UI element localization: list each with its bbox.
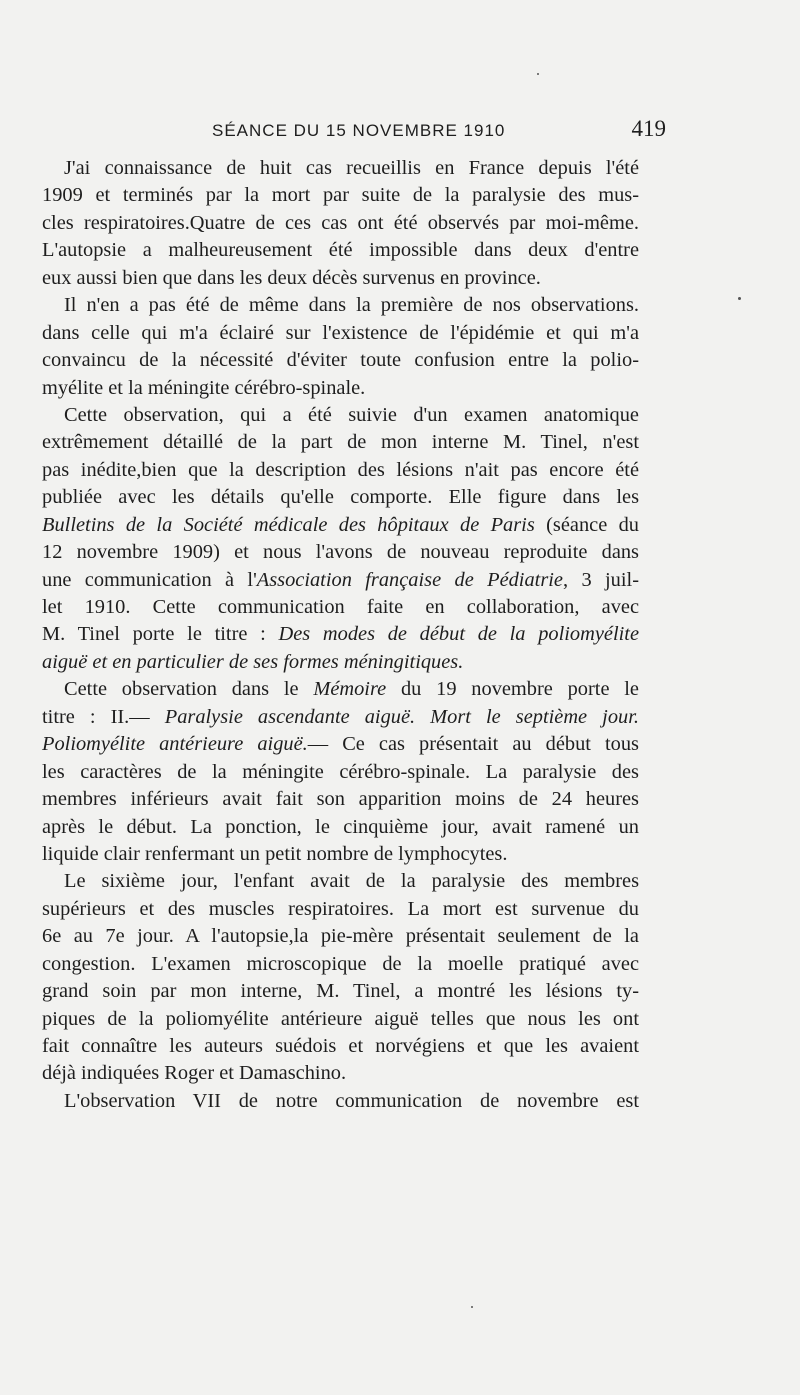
paper-speck [471, 1306, 473, 1308]
running-header [212, 116, 666, 151]
italic-title: Poliomyélite antérieure aiguë. [42, 733, 308, 756]
text-line [42, 649, 639, 676]
italic-title: aiguë et en particulier de ses formes méningitiques. [42, 650, 464, 673]
text-line: L'autopsie a malheureusement été impossible dans deux d'entre [42, 239, 639, 262]
text-line: membres inférieurs avait fait son apparition moins de 24 heures [42, 788, 639, 811]
text-line [42, 567, 639, 594]
text-line: 1909 et terminés par la mort par suite de la paralysie des mus- [42, 184, 639, 207]
italic-title: Paralysie ascendante aiguë. Mort le septième jour. [164, 705, 639, 728]
paper-speck [738, 297, 741, 300]
text-line: eux aussi bien que dans les deux décès survenus en province. [42, 266, 541, 289]
text-run: du 19 novembre porte le [386, 678, 639, 701]
text-line [42, 704, 639, 731]
text-run: (séance du [534, 513, 639, 536]
text-line: les caractères de la méningite cérébro-spinale. La paralysie des [42, 760, 639, 783]
page-number: 419 [631, 116, 666, 141]
text-run: Cette observation dans le [64, 678, 314, 701]
text-line: 6e au 7e jour. A l'autopsie,la pie-mère présentait seulement de la [42, 925, 639, 948]
text-line [42, 621, 639, 648]
text-line: convaincu de la nécessité d'éviter toute confusion entre la polio- [42, 349, 639, 372]
text-line: cles respiratoires.Quatre de ces cas ont été observés par moi-même. [42, 211, 639, 234]
body-text [42, 155, 639, 1115]
text-line: L'observation VII de notre communication de novembre est [64, 1089, 639, 1112]
text-line: myélite et la méningite cérébro-spinale. [42, 376, 366, 399]
text-run: — Ce cas présentait au début tous [307, 733, 639, 756]
text-line: pas inédite,bien que la description des lésions n'ait pas encore été [42, 458, 639, 481]
text-line: piques de la poliomyélite antérieure aiguë telles que nous les ont [42, 1007, 639, 1030]
text-run: M. Tinel porte le titre : [42, 623, 279, 646]
text-run: , 3 juil- [563, 568, 639, 591]
italic-title: Bulletins de la Société médicale des hôpitaux de Paris [42, 513, 535, 536]
text-line: grand soin par mon interne, M. Tinel, a montré les lésions ty- [42, 980, 639, 1003]
text-line: publiée avec les détails qu'elle comporte. Elle figure dans les [42, 486, 639, 509]
italic-title: Association française de Pédiatrie [256, 568, 563, 591]
text-line: dans celle qui m'a éclairé sur l'existence de l'épidémie et qui m'a [42, 321, 639, 344]
text-line: 12 novembre 1909) et nous l'avons de nouveau reproduite dans [42, 541, 639, 564]
text-run: titre : II.— [42, 705, 165, 728]
text-line: Cette observation, qui a été suivie d'un examen anatomique [64, 403, 639, 426]
running-title: SÉANCE DU 15 NOVEMBRE 1910 [212, 121, 506, 140]
text-line: liquide clair renfermant un petit nombre de lymphocytes. [42, 842, 508, 865]
text-line: congestion. L'examen microscopique de la moelle pratiqué avec [42, 952, 639, 975]
text-line: J'ai connaissance de huit cas recueillis en France depuis l'été [64, 157, 639, 179]
text-line: Le sixième jour, l'enfant avait de la paralysie des membres [64, 870, 639, 893]
text-line: après le début. La ponction, le cinquième jour, avait ramené un [42, 815, 639, 838]
text-line: déjà indiquées Roger et Damaschino. [42, 1062, 347, 1085]
text-line [42, 731, 639, 758]
text-line: Il n'en a pas été de même dans la première de nos observations. [64, 294, 639, 317]
text-line: let 1910. Cette communication faite en collaboration, avec [42, 596, 639, 618]
paper-speck [537, 73, 539, 75]
text-line [42, 512, 639, 539]
text-line: extrêmement détaillé de la part de mon interne M. Tinel, n'est [42, 431, 639, 454]
text-line: supérieurs et des muscles respiratoires. La mort est survenue du [42, 897, 639, 920]
text-line: fait connaître les auteurs suédois et norvégiens et que les avaient [42, 1035, 639, 1057]
text-line [42, 676, 639, 703]
italic-title: Mémoire [313, 678, 387, 701]
text-run: une communication à l' [42, 568, 257, 591]
italic-title: Des modes de début de la poliomyélite [278, 623, 639, 646]
